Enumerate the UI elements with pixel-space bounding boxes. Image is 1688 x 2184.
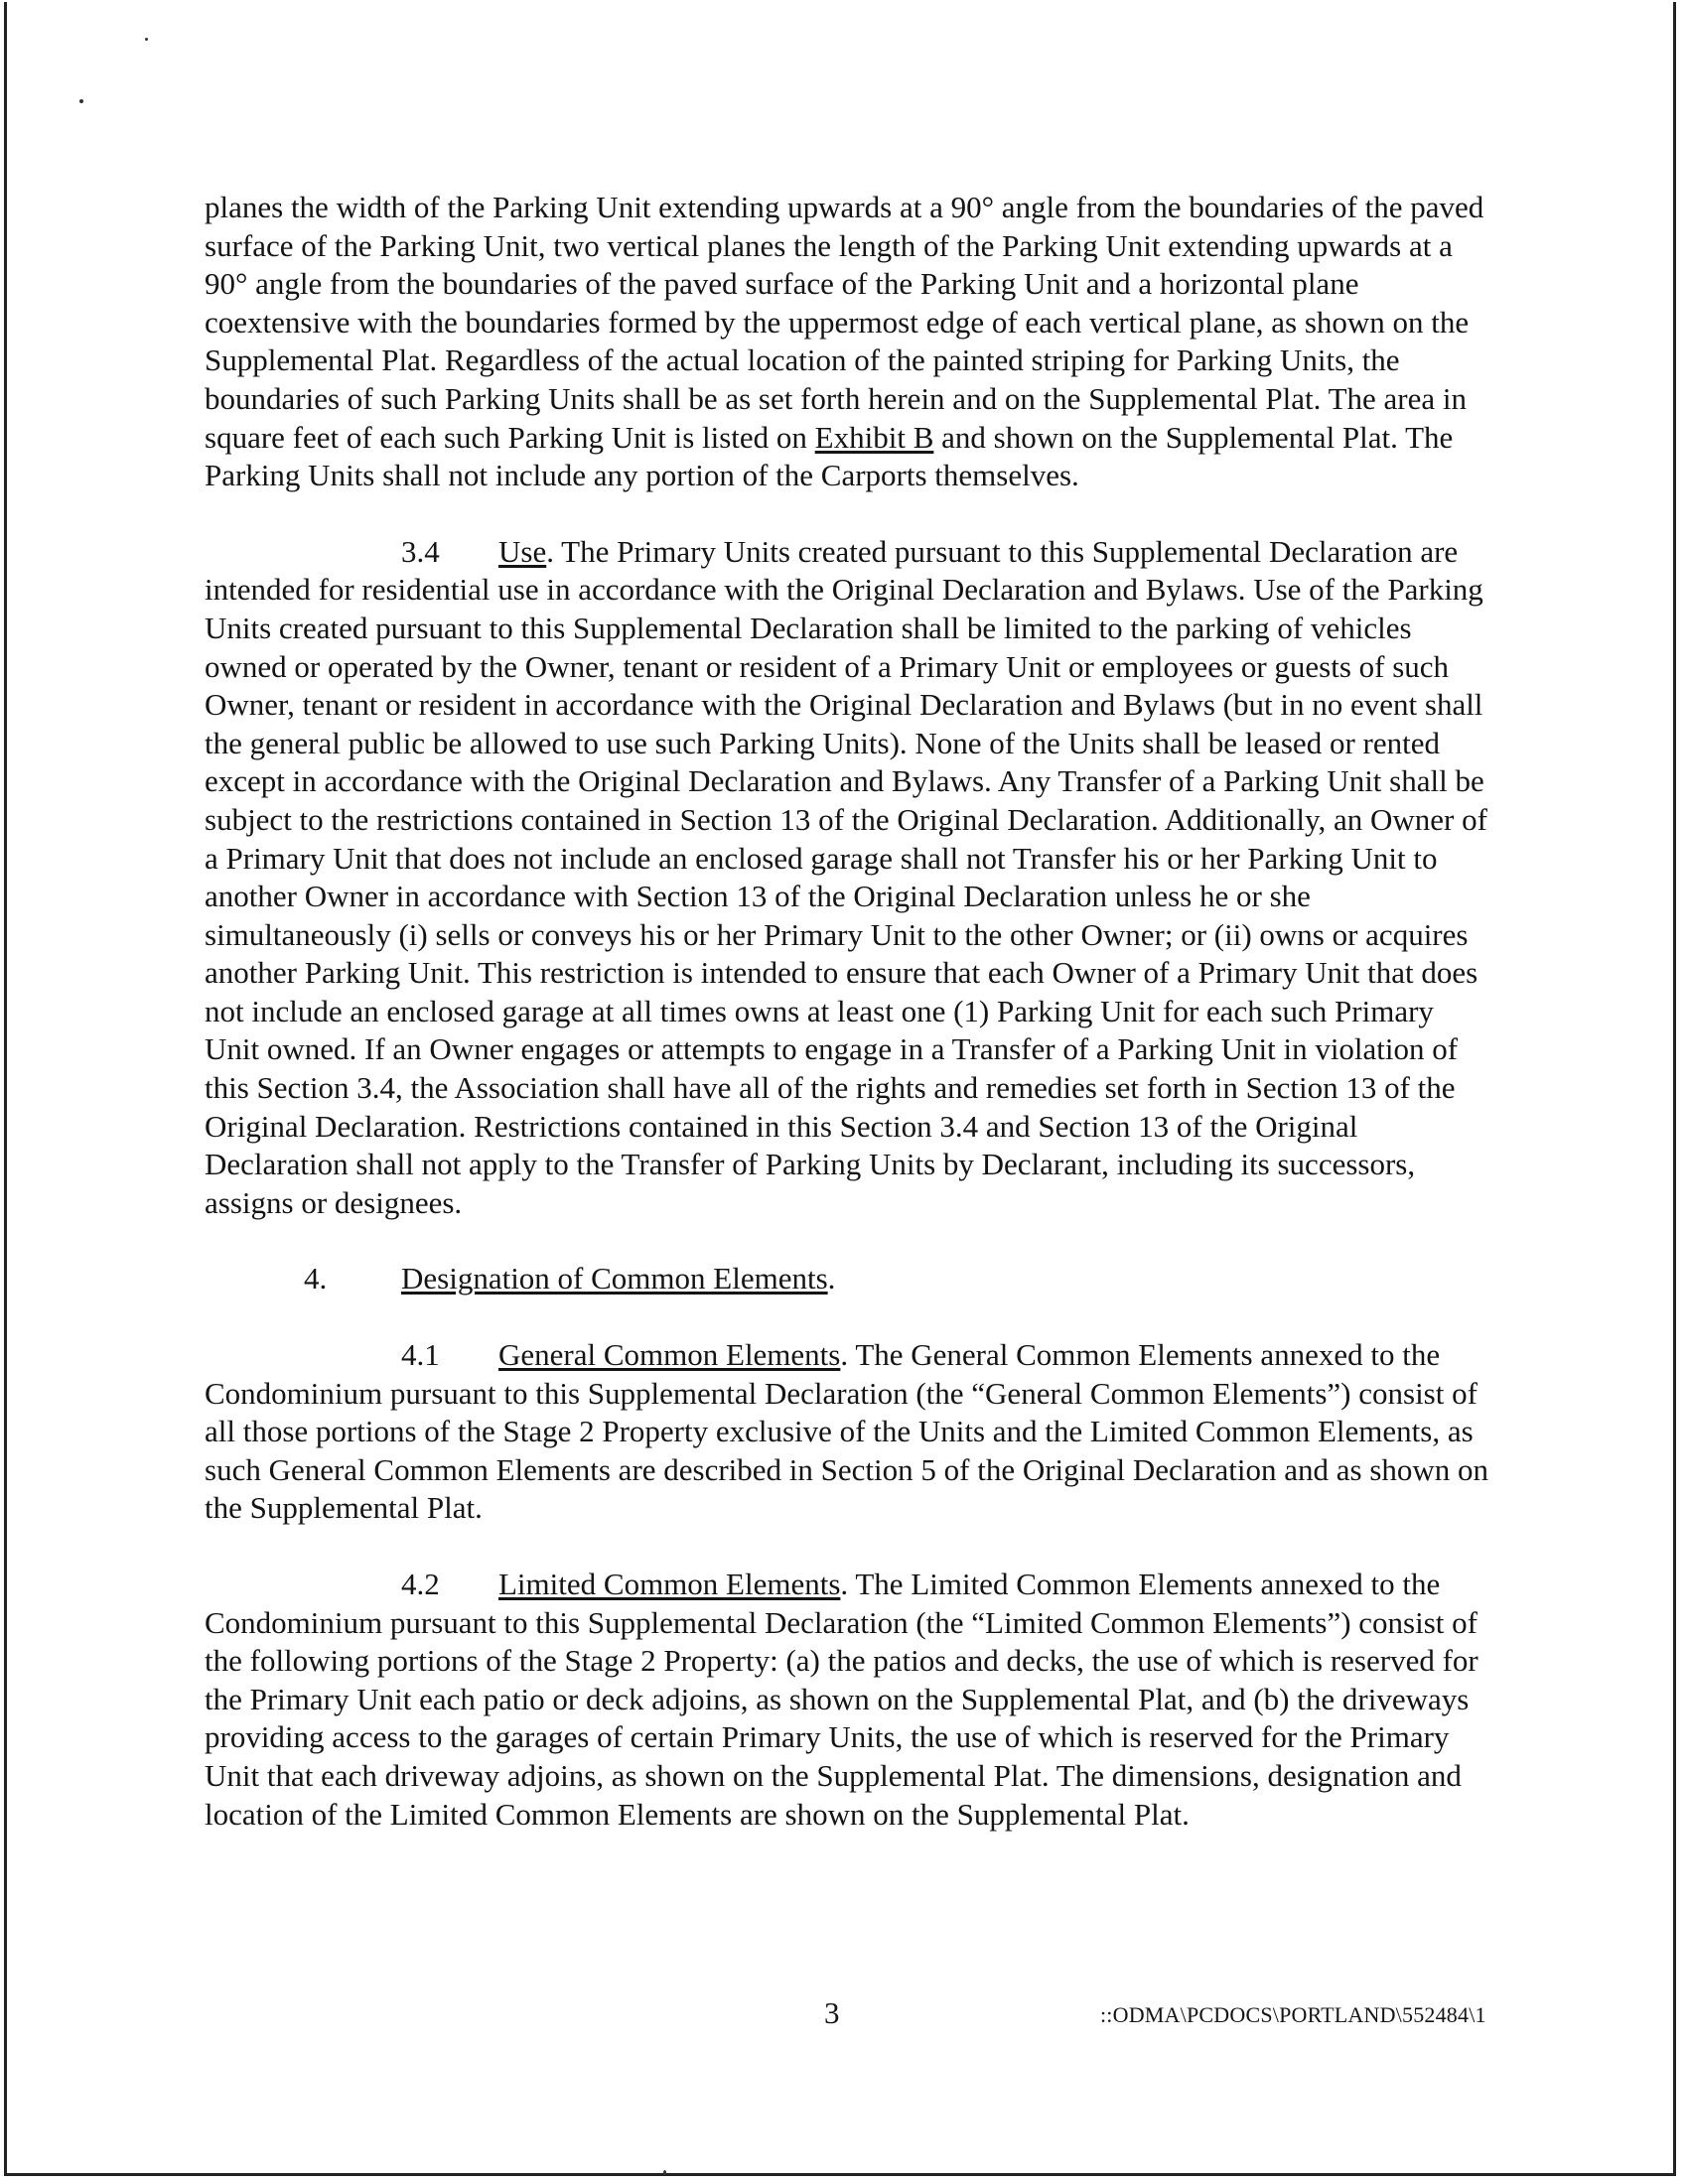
section-title: Designation of Common Elements (401, 1261, 828, 1297)
document-body (205, 189, 1495, 1834)
scan-speck (79, 99, 83, 103)
section-number: 4.2 (401, 1567, 440, 1601)
paragraph-text: planes the width of the Parking Unit extending upwards at a 90° angle from the boundaries of the paved surface of the Parking Unit, two vertical planes the length of the Parking Unit extending upwards at a 90° angle from the boundaries of the paved surface of the Parking Unit and a horizontal plane coextensive with the boundaries formed by the uppermost edge of each vertical plane, as shown on the Supplemental Plat. Regardless of the actual location of the painted striping for Parking Units, the boundaries of such Parking Units shall be as set forth herein and on the Supplemental Plat. The area in square feet of each such Parking Unit is listed on (205, 190, 1484, 455)
scan-speck (663, 2170, 666, 2175)
section-4-1-general-common-elements (205, 1336, 1495, 1528)
section-4-heading (205, 1260, 1495, 1298)
section-text: . The Limited Common Elements annexed to the Condominium pursuant to this Supplemental Declaration (the “Limited Common Elements”) consist of the following portions of the Stage 2 Property: (a) the patios and decks, the use of which is reserved for the Primary Unit each patio or deck adjoins, as shown on the Supplemental Plat, and (b) the driveways providing access to the garages of certain Primary Units, the use of which is reserved for the Primary Unit that each driveway adjoins, as shown on the Supplemental Plat. The dimensions, designation and location of the Limited Common Elements are shown on the Supplemental Plat. (205, 1567, 1478, 1832)
section-number: 4.1 (401, 1337, 440, 1373)
paragraph-parking-unit-boundaries (205, 189, 1495, 495)
paragraph-text: and shown on the Supplemental Plat. The Parking Units shall not include any portion of the Carports themselves. (205, 419, 1454, 493)
document-id: ::ODMA\PCDOCS\PORTLAND\552484\1 (1100, 2002, 1486, 2027)
section-title-suffix: . (827, 1261, 836, 1297)
section-3-4-use (205, 533, 1495, 1223)
section-number: 3.4 (401, 533, 440, 569)
section-4-2-limited-common-elements (205, 1566, 1495, 1834)
exhibit-b-reference: Exhibit B (814, 419, 934, 455)
section-text: . The General Common Elements annexed to the Condominium pursuant to this Supplemental Declaration (the “General Common Elements”) consist of all those portions of the Stage 2 Property exclusive of the Units and the Limited Common Elements, as such General Common Elements are described in Section 5 of the Original Declaration and as shown on the Supplemental Plat. (205, 1337, 1489, 1526)
section-title: Limited Common Elements (498, 1567, 841, 1601)
section-title: Use (498, 533, 547, 569)
page-number: 3 (824, 1995, 840, 2030)
section-text: . The Primary Units created pursuant to this Supplemental Declaration are intended for residential use in accordance with the Original Declaration and Bylaws. Use of the Parking Units created pursuant to this Supplemental Declaration shall be limited to the parking of vehicles owned or operated by the Owner, tenant or resident of a Primary Unit or employees or guests of such Owner, tenant or resident in accordance with the Original Declaration and Bylaws (but in no event shall the general public be allowed to use such Parking Units). None of the Units shall be leased or rented except in accordance with the Original Declaration and Bylaws. Any Transfer of a Parking Unit shall be subject to the restrictions contained in Section 13 of the Original Declaration. Additionally, an Owner of a Primary Unit that does not include an enclosed garage shall not Transfer his or her Parking Unit to another Owner in accordance with Section 13 of the Original Declaration unless he or she simultaneously (i) sells or conveys his or her Primary Unit to the other Owner; or (ii) owns or acquires another Parking Unit. This restriction is intended to ensure that each Owner of a Primary Unit that does not include an enclosed garage at all times owns at least one (1) Parking Unit for each such Primary Unit owned. If an Owner engages or attempts to engage in a Transfer of a Parking Unit in violation of this Section 3.4, the Association shall have all of the rights and remedies set forth in Section 13 of the Original Declaration. Restrictions contained in this Section 3.4 and Section 13 of the Original Declaration shall not apply to the Transfer of Parking Units by Declarant, including its successors, assigns or designees. (205, 533, 1487, 1220)
scan-speck (145, 38, 148, 41)
section-title: General Common Elements (498, 1337, 841, 1373)
section-number: 4. (304, 1261, 328, 1297)
